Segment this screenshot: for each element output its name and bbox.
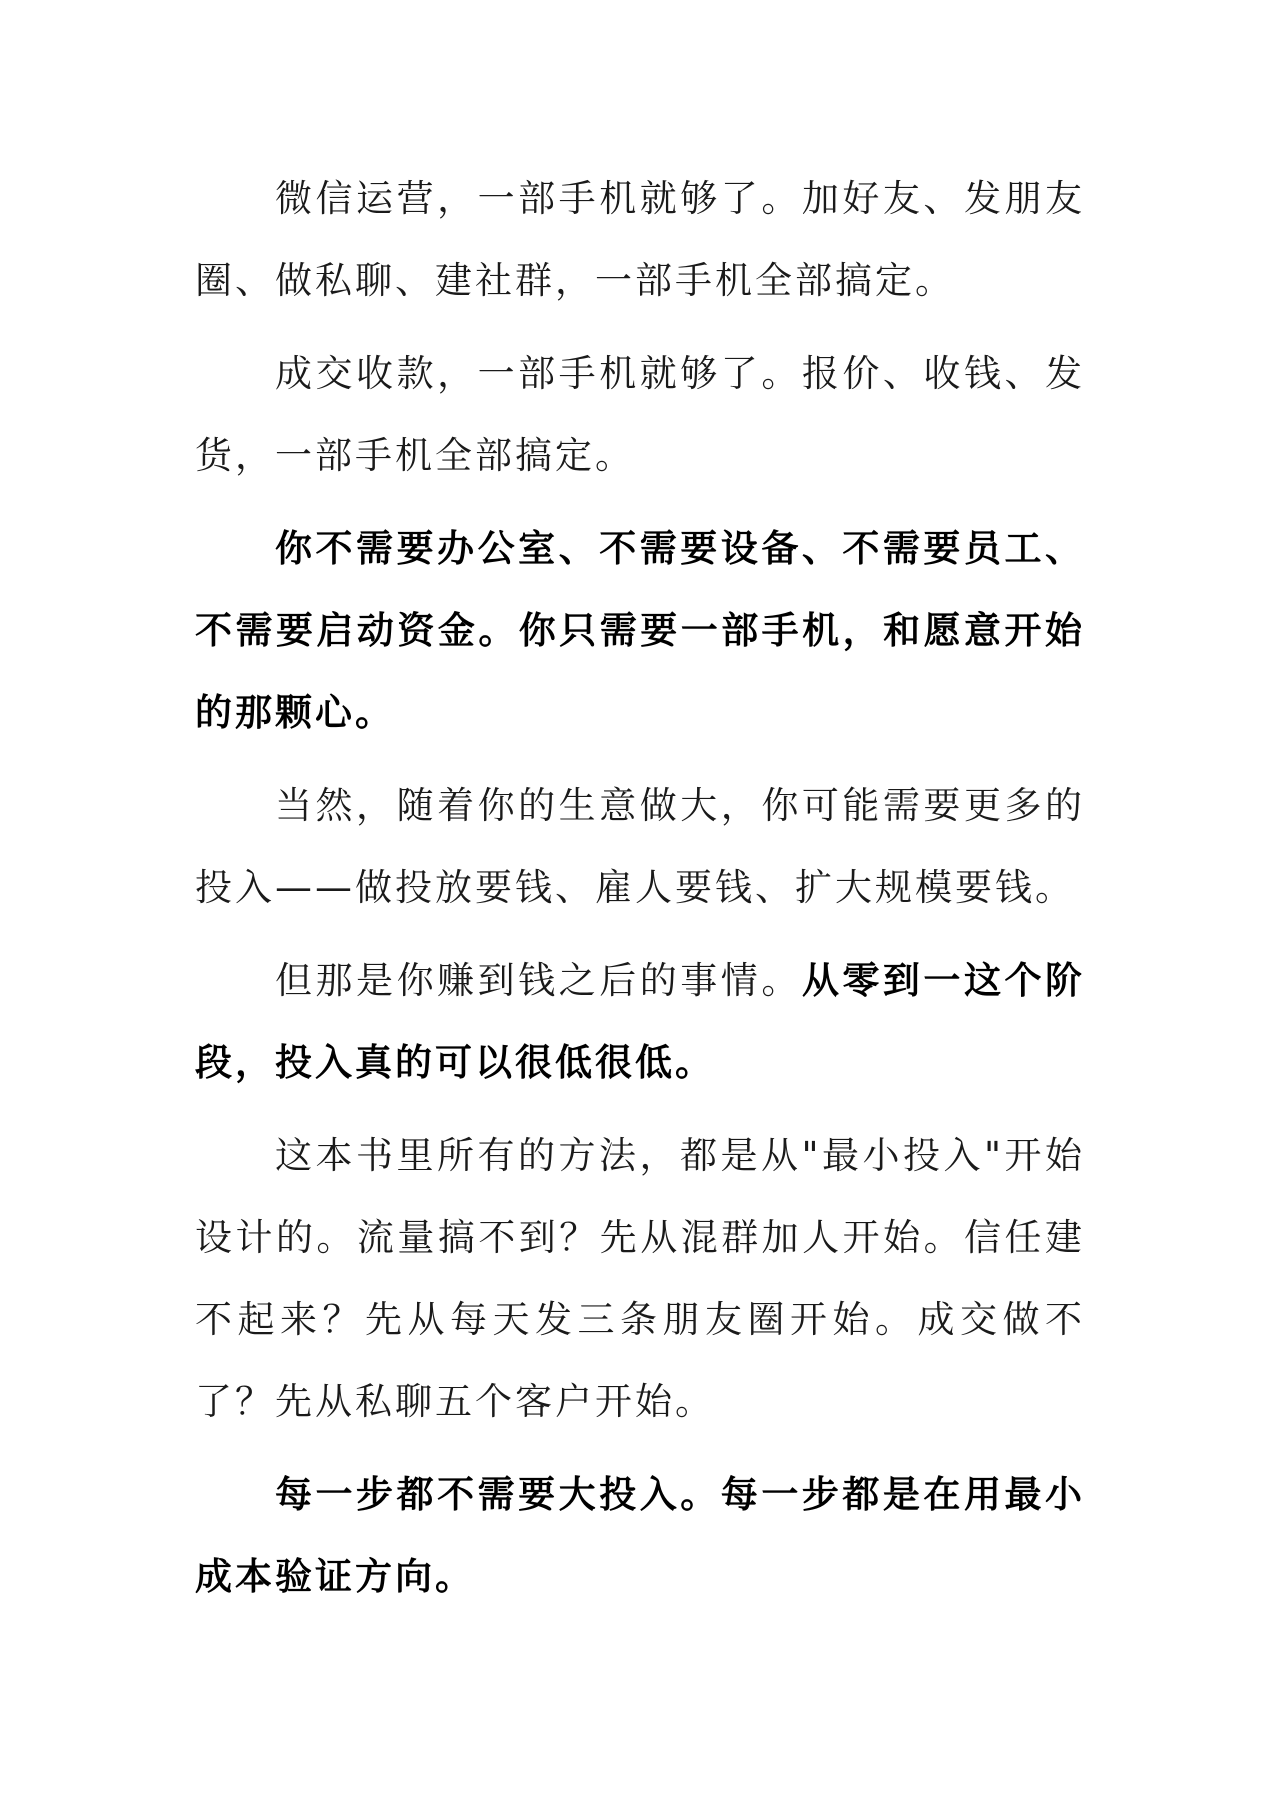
paragraph-no-need-office (195, 508, 1085, 754)
paragraph-text-bold: 从零到一这个阶段，投入真的可以很低很低。 (195, 959, 1086, 1084)
paragraph-text-bold: 你不需要办公室、不需要设备、不需要员工、不需要启动资金。你只需要一部手机，和愿意开始的那颗心。 (195, 527, 1085, 734)
paragraph-text: 当然，随着你的生意做大，你可能需要更多的投入——做投放要钱、雇人要钱、扩大规模要钱。 (195, 784, 1085, 909)
paragraph-text: 成交收款，一部手机就够了。报价、收钱、发货，一部手机全部搞定。 (195, 352, 1085, 477)
paragraph-book-methods (195, 1115, 1085, 1443)
paragraph-every-step (195, 1454, 1085, 1618)
paragraph-wechat-operations (195, 158, 1085, 322)
paragraph-payment (195, 333, 1085, 497)
paragraph-text: 这本书里所有的方法，都是从"最小投入"开始设计的。流量搞不到？先从混群加人开始。信任建不起来？先从每天发三条朋友圈开始。成交做不了？先从私聊五个客户开始。 (195, 1134, 1085, 1423)
paragraph-text: 微信运营，一部手机就够了。加好友、发朋友圈、做私聊、建社群，一部手机全部搞定。 (195, 177, 1085, 302)
paragraph-growth-investment (195, 765, 1085, 929)
document-page (195, 158, 1085, 1629)
paragraph-text-bold: 每一步都不需要大投入。每一步都是在用最小成本验证方向。 (195, 1473, 1085, 1598)
paragraph-zero-to-one (195, 940, 1085, 1104)
paragraph-text: 但那是你赚到钱之后的事情。 (275, 959, 802, 1002)
